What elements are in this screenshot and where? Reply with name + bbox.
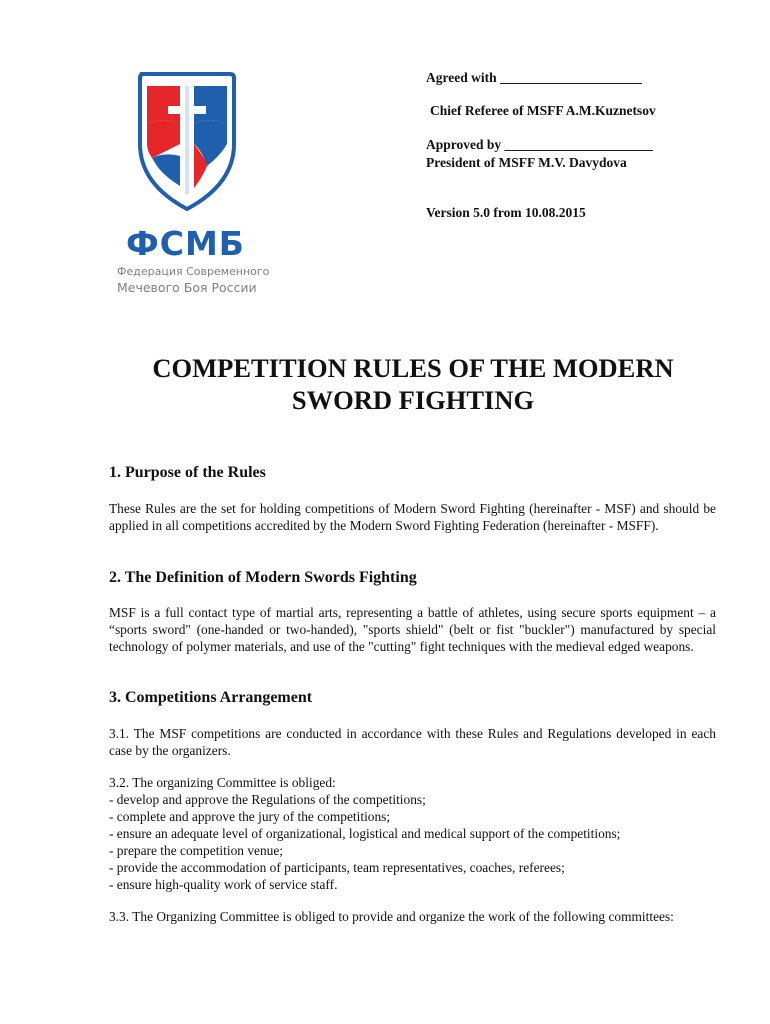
title-line2: SWORD FIGHTING [291,385,535,415]
paragraph-3-3: 3.3. The Organizing Committee is obliged to provide and organize the work of the following committees: [109,909,674,924]
logo-abbreviation: ФСМБ [126,224,245,263]
president-line: President of MSFF M.V. Davydova [426,155,627,170]
msff-logo [112,66,262,216]
list-item: - ensure an adequate level of organizational, logistical and medical support of the competitions; [109,826,621,841]
list-item: - prepare the competition venue; [109,843,284,858]
title-line1: COMPETITION RULES OF THE MODERN [152,353,674,383]
document-title [100,352,726,416]
logo-subtitle-line2: Мечевого Боя России [117,280,257,295]
section-text-purpose: These Rules are the set for holding competitions of Modern Sword Fighting (hereinafter - MSF) and should be applied in all competitions accredited by the Modern Sword Fighting Federation (hereinafter - MSFF). [109,501,716,533]
approved-line: Approved by ______________________ [426,137,654,152]
chief-referee-line: Chief Referee of MSFF A.M.Kuznetsov [430,103,656,118]
list-item: - ensure high-quality work of service staff. [109,877,338,892]
section-heading-arrangement: 3. Competitions Arrangement [109,689,313,706]
section-text-definition: MSF is a full contact type of martial arts, representing a battle of athletes, using secure sports equipment – a “sports sword" (one-handed or two-handed), "sports shield" (belt or fist "buckler") manufactured by special technology of polymer materials, and use of the "cutting" fight techniques with the medieval edged weapons. [109,605,716,654]
agreed-line: Agreed with _____________________ [426,70,642,85]
logo-subtitle-line1: Федерация Современного [117,265,270,278]
list-item: - develop and approve the Regulations of the competitions; [109,792,426,807]
paragraph-3-1: 3.1. The MSF competitions are conducted in accordance with these Rules and Regulations developed in each case by the organizers. [109,726,716,758]
version-line: Version 5.0 from 10.08.2015 [426,205,586,220]
list-item: - provide the accommodation of participants, team representatives, coaches, referees; [109,860,565,875]
section-heading-purpose: 1. Purpose of the Rules [109,464,266,481]
list-item: - complete and approve the jury of the competitions; [109,809,391,824]
paragraph-3-2 [109,774,716,893]
shield-emblem-icon [112,66,262,216]
paragraph-3-2-intro: 3.2. The organizing Committee is obliged: [109,775,336,790]
section-heading-definition: 2. The Definition of Modern Swords Fighting [109,569,417,586]
